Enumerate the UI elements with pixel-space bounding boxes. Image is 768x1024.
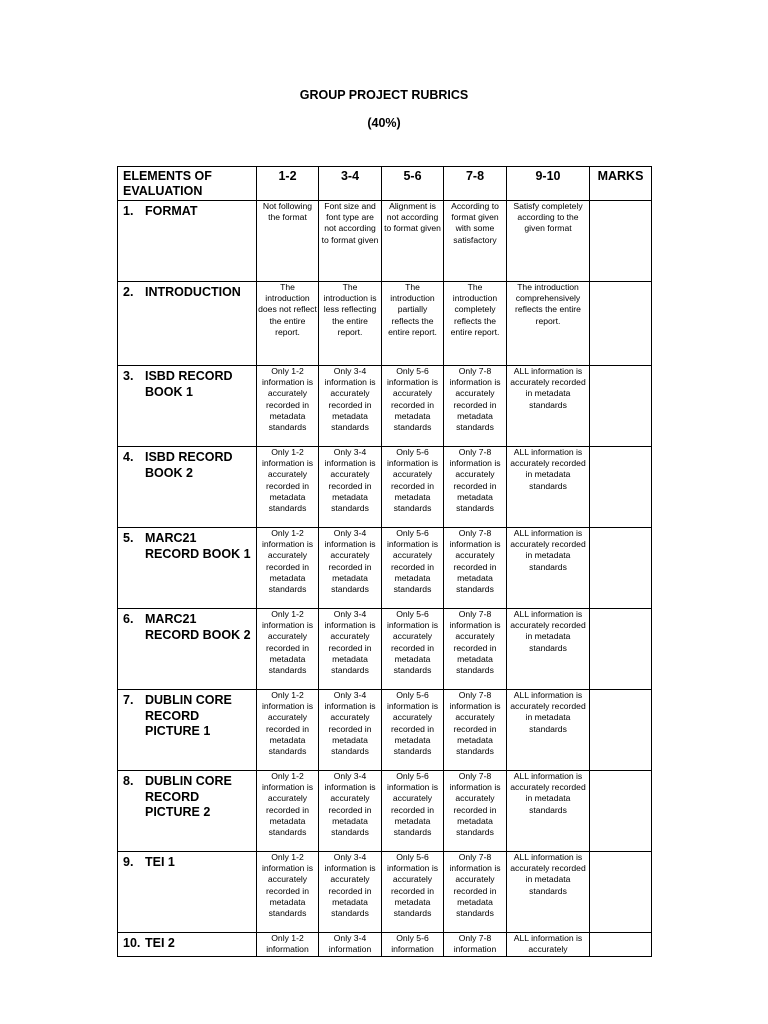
element-number: 1. bbox=[123, 204, 134, 218]
criteria-cell: Only 3-4 information is accurately recorded in metadata standards bbox=[319, 609, 382, 690]
criteria-cell: According to format given with some satisfactory bbox=[444, 201, 507, 282]
table-row bbox=[118, 282, 652, 366]
page-title: GROUP PROJECT RUBRICS bbox=[299, 88, 469, 102]
element-cell bbox=[118, 282, 257, 366]
table-row bbox=[118, 852, 652, 933]
element-cell bbox=[118, 201, 257, 282]
marks-cell bbox=[590, 366, 652, 447]
element-cell bbox=[118, 447, 257, 528]
criteria-cell: Only 1-2 information is accurately recorded in metadata standards bbox=[257, 690, 319, 771]
marks-cell bbox=[590, 528, 652, 609]
header-elements: ELEMENTS OF EVALUATION bbox=[118, 167, 257, 201]
criteria-cell: Only 1-2 information bbox=[257, 933, 319, 957]
element-cell bbox=[118, 771, 257, 852]
criteria-cell: The introduction partially reflects the entire report. bbox=[382, 282, 444, 366]
element-number: 9. bbox=[123, 855, 134, 869]
element-cell bbox=[118, 609, 257, 690]
element-number: 5. bbox=[123, 531, 134, 545]
header-marks: MARKS bbox=[590, 167, 652, 201]
criteria-cell: Only 7-8 information is accurately recorded in metadata standards bbox=[444, 771, 507, 852]
element-number: 7. bbox=[123, 693, 134, 707]
criteria-cell: The introduction comprehensively reflects the entire report. bbox=[507, 282, 590, 366]
criteria-cell: Only 7-8 information is accurately recorded in metadata standards bbox=[444, 609, 507, 690]
criteria-cell: ALL information is accurately bbox=[507, 933, 590, 957]
criteria-cell: Only 7-8 information is accurately recorded in metadata standards bbox=[444, 852, 507, 933]
element-cell bbox=[118, 690, 257, 771]
criteria-cell: Only 3-4 information is accurately recorded in metadata standards bbox=[319, 771, 382, 852]
header-col-9-10: 9-10 bbox=[507, 167, 590, 201]
page-subtitle: (40%) bbox=[367, 116, 401, 130]
table-row bbox=[118, 447, 652, 528]
criteria-cell: Only 1-2 information is accurately recorded in metadata standards bbox=[257, 852, 319, 933]
header-row bbox=[118, 167, 652, 201]
criteria-cell: ALL information is accurately recorded in metadata standards bbox=[507, 609, 590, 690]
table-row bbox=[118, 528, 652, 609]
element-name: TEI 2 bbox=[145, 936, 175, 950]
criteria-cell: Only 1-2 information is accurately recorded in metadata standards bbox=[257, 528, 319, 609]
element-name: ISBD RECORD BOOK 2 bbox=[145, 450, 233, 480]
element-name: MARC21 RECORD BOOK 2 bbox=[145, 612, 251, 642]
criteria-cell: Only 3-4 information is accurately recorded in metadata standards bbox=[319, 447, 382, 528]
criteria-cell: Only 7-8 information is accurately recorded in metadata standards bbox=[444, 366, 507, 447]
criteria-cell: Satisfy completely according to the given format bbox=[507, 201, 590, 282]
criteria-cell: ALL information is accurately recorded in metadata standards bbox=[507, 690, 590, 771]
element-name: TEI 1 bbox=[145, 855, 175, 869]
header-col-7-8: 7-8 bbox=[444, 167, 507, 201]
marks-cell bbox=[590, 201, 652, 282]
criteria-cell: Only 3-4 information is accurately recorded in metadata standards bbox=[319, 528, 382, 609]
marks-cell bbox=[590, 690, 652, 771]
table-row bbox=[118, 609, 652, 690]
criteria-cell: ALL information is accurately recorded in metadata standards bbox=[507, 366, 590, 447]
criteria-cell: ALL information is accurately recorded in metadata standards bbox=[507, 447, 590, 528]
criteria-cell: Only 3-4 information bbox=[319, 933, 382, 957]
marks-cell bbox=[590, 447, 652, 528]
table-row bbox=[118, 201, 652, 282]
marks-cell bbox=[590, 933, 652, 957]
header-col-1-2: 1-2 bbox=[257, 167, 319, 201]
element-name: DUBLIN CORE RECORD PICTURE 2 bbox=[145, 774, 232, 819]
criteria-cell: ALL information is accurately recorded in metadata standards bbox=[507, 528, 590, 609]
criteria-cell: Only 1-2 information is accurately recorded in metadata standards bbox=[257, 366, 319, 447]
table-row bbox=[118, 933, 652, 957]
element-number: 3. bbox=[123, 369, 134, 383]
criteria-cell: Only 5-6 information is accurately recorded in metadata standards bbox=[382, 690, 444, 771]
element-name: FORMAT bbox=[145, 204, 198, 218]
criteria-cell: Not following the format bbox=[257, 201, 319, 282]
criteria-cell: Only 5-6 information is accurately recorded in metadata standards bbox=[382, 609, 444, 690]
criteria-cell: Only 5-6 information bbox=[382, 933, 444, 957]
criteria-cell: Only 7-8 information is accurately recorded in metadata standards bbox=[444, 690, 507, 771]
element-cell bbox=[118, 933, 257, 957]
marks-cell bbox=[590, 771, 652, 852]
criteria-cell: Only 3-4 information is accurately recorded in metadata standards bbox=[319, 366, 382, 447]
element-number: 6. bbox=[123, 612, 134, 626]
element-number: 10. bbox=[123, 936, 141, 950]
criteria-cell: Only 5-6 information is accurately recorded in metadata standards bbox=[382, 852, 444, 933]
criteria-cell: Only 7-8 information bbox=[444, 933, 507, 957]
criteria-cell: Only 3-4 information is accurately recorded in metadata standards bbox=[319, 690, 382, 771]
marks-cell bbox=[590, 852, 652, 933]
element-number: 8. bbox=[123, 774, 134, 788]
criteria-cell: The introduction completely reflects the entire report. bbox=[444, 282, 507, 366]
element-name: MARC21 RECORD BOOK 1 bbox=[145, 531, 251, 561]
element-cell bbox=[118, 852, 257, 933]
criteria-cell: Only 1-2 information is accurately recorded in metadata standards bbox=[257, 609, 319, 690]
element-cell bbox=[118, 366, 257, 447]
criteria-cell: Only 5-6 information is accurately recorded in metadata standards bbox=[382, 447, 444, 528]
criteria-cell: Only 5-6 information is accurately recorded in metadata standards bbox=[382, 366, 444, 447]
element-name: INTRODUCTION bbox=[145, 285, 241, 299]
criteria-cell: Only 7-8 information is accurately recorded in metadata standards bbox=[444, 447, 507, 528]
marks-cell bbox=[590, 282, 652, 366]
criteria-cell: Only 5-6 information is accurately recorded in metadata standards bbox=[382, 528, 444, 609]
table-row bbox=[118, 690, 652, 771]
marks-cell bbox=[590, 609, 652, 690]
criteria-cell: Only 3-4 information is accurately recorded in metadata standards bbox=[319, 852, 382, 933]
rubric-table bbox=[117, 166, 652, 957]
criteria-cell: Font size and font type are not according to format given bbox=[319, 201, 382, 282]
element-number: 2. bbox=[123, 285, 134, 299]
criteria-cell: ALL information is accurately recorded in metadata standards bbox=[507, 771, 590, 852]
criteria-cell: Only 1-2 information is accurately recorded in metadata standards bbox=[257, 447, 319, 528]
header-col-3-4: 3-4 bbox=[319, 167, 382, 201]
criteria-cell: The introduction is less reflecting the entire report. bbox=[319, 282, 382, 366]
element-number: 4. bbox=[123, 450, 134, 464]
header-col-5-6: 5-6 bbox=[382, 167, 444, 201]
element-name: ISBD RECORD BOOK 1 bbox=[145, 369, 233, 399]
criteria-cell: Only 7-8 information is accurately recorded in metadata standards bbox=[444, 528, 507, 609]
criteria-cell: ALL information is accurately recorded in metadata standards bbox=[507, 852, 590, 933]
criteria-cell: The introduction does not reflect the entire report. bbox=[257, 282, 319, 366]
criteria-cell: Only 5-6 information is accurately recorded in metadata standards bbox=[382, 771, 444, 852]
table-row bbox=[118, 771, 652, 852]
table-row bbox=[118, 366, 652, 447]
element-name: DUBLIN CORE RECORD PICTURE 1 bbox=[145, 693, 232, 738]
criteria-cell: Only 1-2 information is accurately recorded in metadata standards bbox=[257, 771, 319, 852]
criteria-cell: Alignment is not according to format given bbox=[382, 201, 444, 282]
element-cell bbox=[118, 528, 257, 609]
